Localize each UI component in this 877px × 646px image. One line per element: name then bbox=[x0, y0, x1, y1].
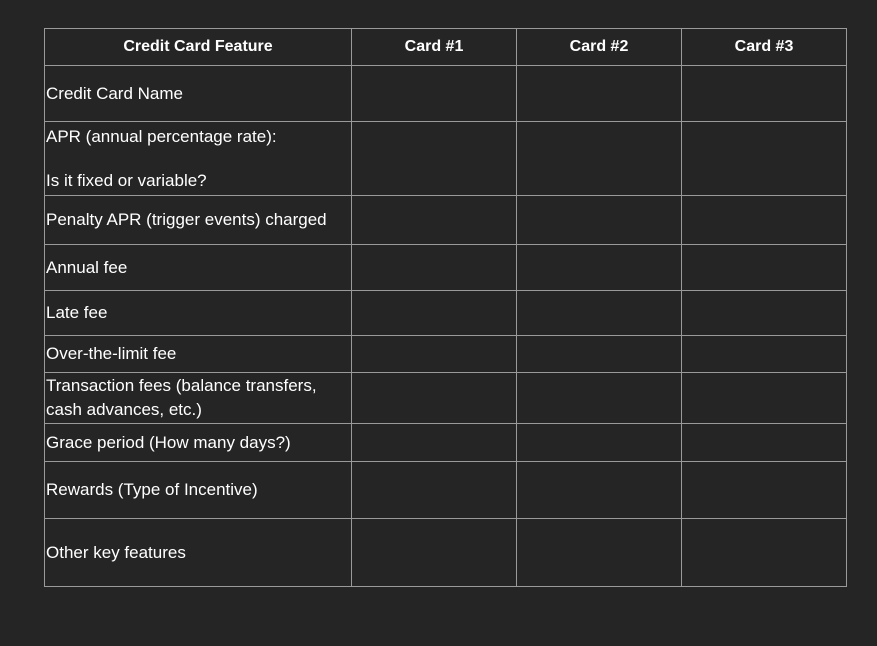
row-label: Transaction fees (balance transfers, cash advances, etc.) bbox=[45, 373, 352, 424]
table-cell[interactable] bbox=[682, 519, 847, 587]
table-cell[interactable] bbox=[352, 336, 517, 373]
table-cell[interactable] bbox=[682, 424, 847, 462]
table-cell[interactable] bbox=[682, 336, 847, 373]
row-label: Other key features bbox=[45, 519, 352, 587]
row-label: Late fee bbox=[45, 291, 352, 336]
row-label bbox=[45, 122, 352, 196]
row-label: Penalty APR (trigger events) charged bbox=[45, 196, 352, 245]
table-cell[interactable] bbox=[352, 196, 517, 245]
header-card-2: Card #2 bbox=[517, 29, 682, 66]
table-cell[interactable] bbox=[517, 336, 682, 373]
table-cell[interactable] bbox=[682, 462, 847, 519]
header-row bbox=[45, 29, 847, 66]
row-label: Credit Card Name bbox=[45, 66, 352, 122]
table-row bbox=[45, 519, 847, 587]
table-cell[interactable] bbox=[517, 462, 682, 519]
table-cell[interactable] bbox=[682, 196, 847, 245]
row-label: Grace period (How many days?) bbox=[45, 424, 352, 462]
table-cell[interactable] bbox=[352, 424, 517, 462]
row-label-line-1: APR (annual percentage rate): bbox=[46, 126, 277, 146]
table-row bbox=[45, 462, 847, 519]
table-row bbox=[45, 291, 847, 336]
table-cell[interactable] bbox=[517, 66, 682, 122]
table-cell[interactable] bbox=[682, 373, 847, 424]
row-label: Rewards (Type of Incentive) bbox=[45, 462, 352, 519]
table-cell[interactable] bbox=[682, 66, 847, 122]
table-row bbox=[45, 122, 847, 196]
row-label: Annual fee bbox=[45, 245, 352, 291]
header-card-1: Card #1 bbox=[352, 29, 517, 66]
table-cell[interactable] bbox=[517, 291, 682, 336]
table-cell[interactable] bbox=[517, 373, 682, 424]
row-label-line-2: Is it fixed or variable? bbox=[46, 170, 207, 190]
table-cell[interactable] bbox=[517, 122, 682, 196]
table-cell[interactable] bbox=[352, 373, 517, 424]
table-row bbox=[45, 336, 847, 373]
table-row bbox=[45, 196, 847, 245]
table-row bbox=[45, 66, 847, 122]
table-row bbox=[45, 245, 847, 291]
table-cell[interactable] bbox=[352, 291, 517, 336]
table-cell[interactable] bbox=[517, 519, 682, 587]
table-row bbox=[45, 373, 847, 424]
table-cell[interactable] bbox=[352, 519, 517, 587]
table-cell[interactable] bbox=[352, 462, 517, 519]
table-cell[interactable] bbox=[517, 196, 682, 245]
table-cell[interactable] bbox=[682, 245, 847, 291]
table-row bbox=[45, 424, 847, 462]
table-cell[interactable] bbox=[352, 66, 517, 122]
header-feature: Credit Card Feature bbox=[45, 29, 352, 66]
table-cell[interactable] bbox=[352, 122, 517, 196]
table-cell[interactable] bbox=[517, 424, 682, 462]
table-cell[interactable] bbox=[352, 245, 517, 291]
table-cell[interactable] bbox=[682, 122, 847, 196]
row-label: Over-the-limit fee bbox=[45, 336, 352, 373]
table-cell[interactable] bbox=[682, 291, 847, 336]
header-card-3: Card #3 bbox=[682, 29, 847, 66]
table-cell[interactable] bbox=[517, 245, 682, 291]
credit-card-comparison-table bbox=[44, 28, 847, 587]
